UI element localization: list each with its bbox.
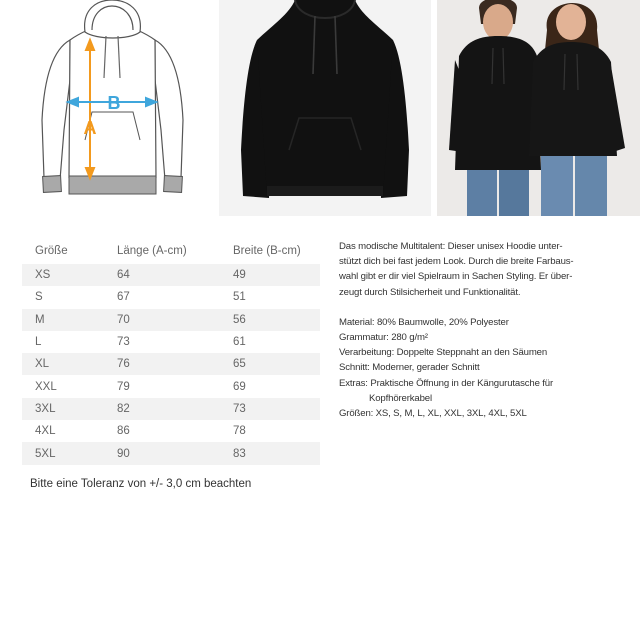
spec-extras: Extras: Praktische Öffnung in der Kängurutasche für	[339, 377, 554, 389]
table-row	[22, 309, 320, 331]
table-row	[22, 375, 320, 397]
size-cell: 3XL	[22, 398, 104, 420]
header-width: Breite (B-cm)	[233, 245, 301, 257]
length-cell: 64	[104, 264, 220, 286]
size-cell: XXL	[35, 380, 57, 393]
spec-grammage: Grammatur: 280 g/m²	[339, 332, 428, 344]
length-cell: 79	[117, 380, 130, 393]
width-cell: 69	[233, 380, 246, 393]
measure-label-b: B	[107, 93, 121, 113]
length-cell: 76	[104, 353, 220, 375]
product-photo-hoodie	[219, 0, 431, 216]
length-cell: 90	[104, 442, 220, 464]
size-cell: L	[35, 336, 42, 349]
hoodie-size-sketch	[30, 0, 195, 200]
table-row	[22, 264, 320, 286]
width-cell: 83	[220, 442, 320, 464]
width-cell: 73	[220, 398, 320, 420]
header-length: Länge (A-cm)	[117, 245, 187, 257]
width-cell: 56	[220, 309, 320, 331]
product-description	[339, 239, 589, 421]
width-cell: 49	[220, 264, 320, 286]
length-cell: 70	[104, 309, 220, 331]
table-row	[22, 442, 320, 464]
description-line: Das modische Multitalent: Dieser unisex Hoodie unter-	[339, 241, 563, 252]
length-cell: 67	[117, 291, 130, 304]
tolerance-note: Bitte eine Toleranz von +/- 3,0 cm beachten	[30, 478, 252, 490]
spec-finishing: Verarbeitung: Doppelte Steppnaht an den Säumen	[339, 347, 548, 359]
table-row	[22, 353, 320, 375]
length-cell: 73	[117, 336, 130, 349]
width-cell: 65	[220, 353, 320, 375]
table-row	[22, 398, 320, 420]
size-cell: S	[35, 291, 43, 304]
table-row	[22, 286, 320, 308]
description-line: stützt dich bei fast jedem Look. Durch die breite Farbaus-	[339, 256, 574, 268]
description-line: wahl gibt er dir viel Spielraum in Sachen Styling. Er über-	[339, 271, 573, 283]
measure-label-a: A	[83, 118, 97, 138]
header-size: Größe	[35, 245, 68, 257]
length-cell: 86	[117, 425, 130, 438]
size-cell: M	[22, 309, 104, 331]
size-cell: 4XL	[35, 425, 56, 438]
size-cell: 5XL	[22, 442, 104, 464]
table-header-row	[22, 238, 320, 264]
description-line: zeugt durch Stilsicherheit und Funktionalität.	[339, 286, 521, 298]
width-cell: 61	[233, 336, 246, 349]
size-chart-table	[22, 238, 320, 465]
spec-extras-continued: Kopfhörerkabel	[369, 392, 432, 404]
length-cell: 82	[104, 398, 220, 420]
spec-material: Material: 80% Baumwolle, 20% Polyester	[339, 316, 509, 328]
spec-cut: Schnitt: Moderner, gerader Schnitt	[339, 362, 480, 374]
size-cell: XL	[22, 353, 104, 375]
table-row	[22, 420, 320, 442]
spec-sizes: Größen: XS, S, M, L, XL, XXL, 3XL, 4XL, 5XL	[339, 408, 527, 420]
lifestyle-photo-models	[437, 0, 640, 216]
width-cell: 78	[233, 425, 246, 438]
width-cell: 51	[233, 291, 246, 304]
table-row	[22, 331, 320, 353]
size-cell: XS	[22, 264, 104, 286]
